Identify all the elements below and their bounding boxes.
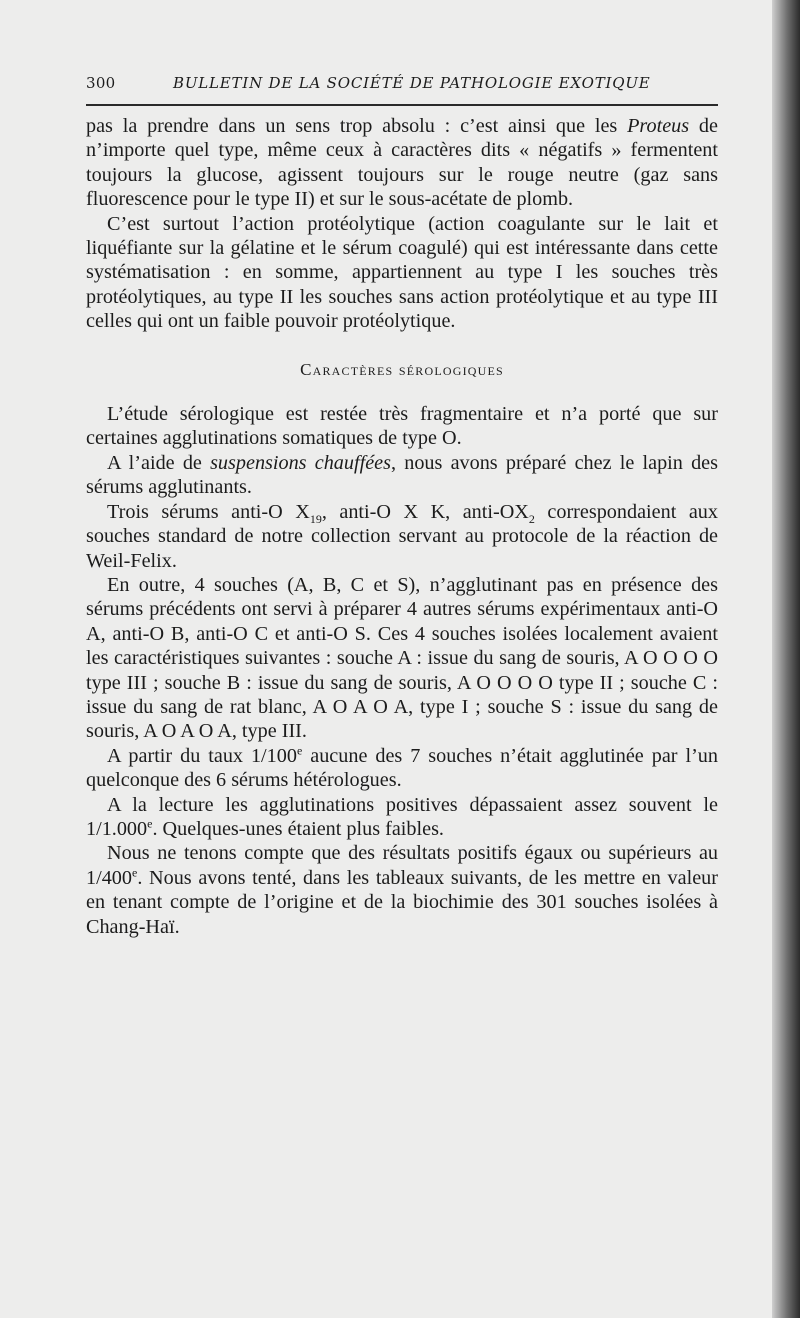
genus-name: Proteus [627, 115, 690, 137]
paragraph-4: A l’aide de suspensions chauffées, nous avons préparé chez le lapin des sérums agglutinants. [86, 451, 718, 499]
paragraph-8: A la lecture les agglutinations positives dépassaient assez souvent le 1/1.000e. Quelques-unes étaient plus faibles. [86, 793, 718, 840]
paragraph-6: En outre, 4 souches (A, B, C et S), n’agglutinant pas en présence des sérums précédents ont servi à préparer 4 autres sérums expérimentaux anti-O A, anti-O B, anti-O C et anti-O S. Ces 4 souches isolées localement avaient les caractéristiques suivantes : souche A : issue du sang de souris, A O O O O type III ; souche B : issue du sang de souris, A O O O O type II ; souche C : issue du sang de rat blanc, A O A O A, type I ; souche S : issue du sang de souris, A O A O A, type III. [86, 573, 718, 743]
running-title: BULLETIN DE LA SOCIÉTÉ DE PATHOLOGIE EXOTIQUE [173, 74, 651, 92]
page-number: 300 [86, 74, 116, 92]
paragraph-3: L’étude sérologique est restée très fragmentaire et n’a porté que sur certaines agglutinations somatiques de type O. [86, 403, 718, 450]
paragraph-2: C’est surtout l’action protéolytique (action coagulante sur le lait et liquéfiante sur la gélatine et le sérum coagulé) qui est intéressante dans cette systématisation : en somme, appartiennent au type I les souches très protéolytiques, au type II les souches sans action protéolytique et au type III celles qui ont un faible pouvoir protéolytique. [86, 212, 718, 333]
binding-shadow [772, 0, 800, 1318]
paragraph-5: Trois sérums anti-O $X_{19}$, anti-O X K, anti-$OX_2$ correspondaient aux souches standard de notre collection servant au protocole de la réaction de Weil-Felix. [86, 500, 718, 572]
paragraph-9: Nous ne tenons compte que des résultats positifs égaux ou supérieurs au 1/400e. Nous avons tenté, dans les tableaux suivants, de les mettre en valeur en tenant compte de l’origine et de la biochimie des 301 souches isolées à Chang-Haï. [86, 842, 718, 938]
article-body [86, 114, 718, 939]
section-heading: Caractères sérologiques [300, 359, 504, 379]
emphasis: suspensions chauffées [210, 451, 391, 474]
paragraph-1: pas la prendre dans un sens trop absolu : c’est ainsi que les Proteus de n’importe quel type, même ceux à caractères dits « négatifs » fermentent toujours la glucose, agissent toujours sur le rouge neutre (gaz sans fluorescence pour le type II) et sur le sous-acétate de plomb. [86, 115, 718, 211]
header-rule [86, 104, 718, 106]
paragraph-7: A partir du taux 1/100e aucune des 7 souches n’était agglutinée par l’un quelconque des 6 sérums hétérologues. [86, 743, 718, 792]
